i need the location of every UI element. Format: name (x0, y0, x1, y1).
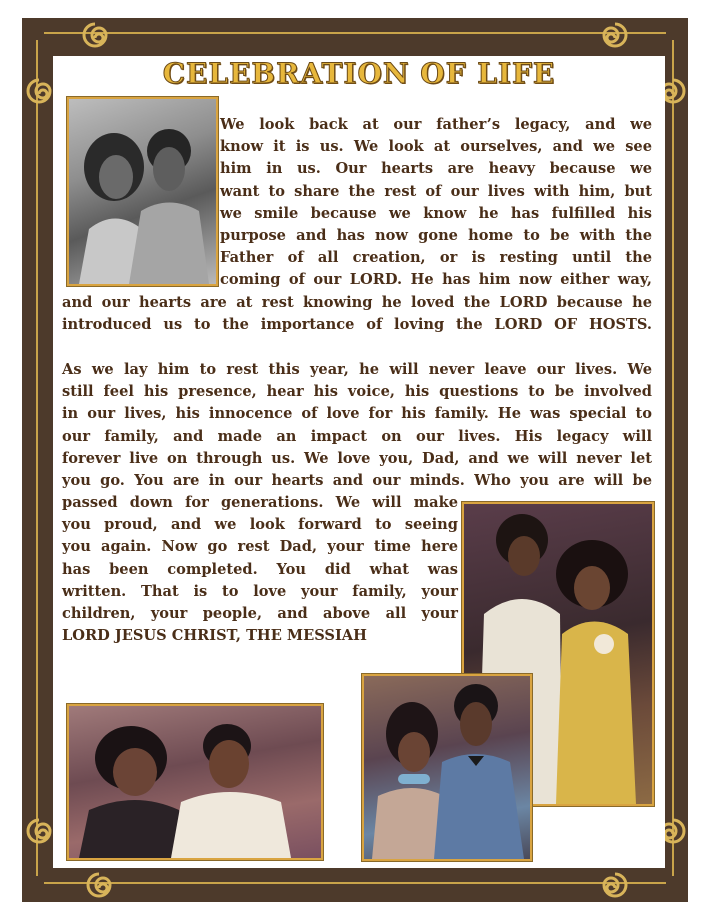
text-line: written. That is to love your family, your (62, 582, 458, 600)
casual-couple-figures (69, 706, 321, 858)
text-line: our family, and made an impact on our lives. His legacy will (62, 427, 652, 445)
text-line: purpose and has now gone home to be with the (220, 227, 652, 245)
text-line: in our lives, his innocence of love for his family. He was special to (62, 405, 652, 423)
swirl-ornament-icon (80, 20, 110, 50)
formal-couple-photo (362, 674, 532, 861)
swirl-ornament-icon (600, 20, 630, 50)
text-line: children, your people, and above all your (62, 605, 458, 623)
swirl-ornament-icon (600, 870, 630, 900)
text-line: we smile because we know he has fulfilled his (220, 204, 652, 222)
text-line: you go. You are in our hearts and our minds. Who you are will be (62, 472, 652, 490)
text-line: introduced us to the importance of loving the LORD OF HOSTS. (62, 316, 652, 334)
text-line: and our hearts are at rest knowing he loved the LORD because he (62, 294, 652, 311)
text-line: him in us. Our hearts are heavy because we (220, 160, 652, 178)
text-line: As we lay him to rest this year, he will never leave our lives. We (62, 361, 652, 378)
paragraph-3 (62, 492, 458, 647)
text-line: coming of our LORD. He has him now either way, (220, 271, 652, 289)
swirl-ornament-icon (24, 76, 54, 106)
page-title: CELEBRATION OF LIFE (162, 57, 556, 90)
casual-couple-photo (67, 704, 323, 860)
couple-portrait-figures (69, 99, 216, 284)
text-line: LORD JESUS CHRIST, THE MESSIAH (62, 627, 367, 645)
text-line: you proud, and we look forward to seeing (62, 516, 458, 534)
text-line: passed down for generations. We will make (62, 494, 458, 511)
paragraph-2 (62, 359, 652, 492)
paragraph-1-continued (62, 292, 652, 336)
frame-right-border (672, 40, 674, 876)
text-line: forever live on through us. We love you, Dad, and we will never let (62, 449, 652, 467)
couple-portrait-photo (67, 97, 218, 286)
swirl-ornament-icon (84, 870, 114, 900)
frame-left-border (36, 40, 38, 876)
text-line: you again. Now go rest Dad, your time here (62, 538, 458, 556)
text-line: We look back at our father’s legacy, and we (220, 116, 652, 133)
text-line: know it is us. We look at ourselves, and we see (220, 138, 652, 156)
formal-couple-figures (364, 676, 530, 859)
text-line: has been completed. You did what was (62, 560, 458, 578)
swirl-ornament-icon (24, 816, 54, 846)
frame-top-border (44, 32, 666, 34)
frame-bottom-border (44, 882, 666, 884)
text-line: still feel his presence, hear his voice, his questions to be involved (62, 383, 652, 401)
paragraph-1-beside-photo (220, 114, 652, 292)
text-line: want to share the rest of our lives with him, but (220, 182, 652, 200)
text-line: Father of all creation, or is resting until the (220, 249, 652, 267)
